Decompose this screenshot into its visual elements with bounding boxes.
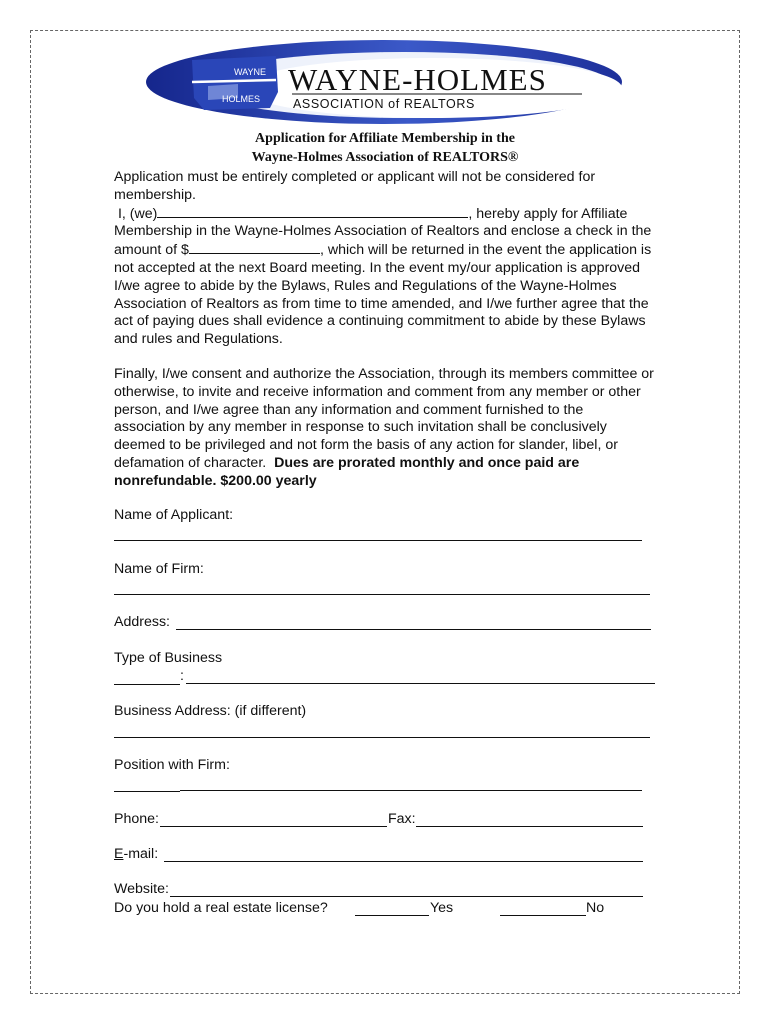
consent-paragraph (114, 366, 654, 491)
name-of-firm-field[interactable] (172, 594, 650, 595)
apply-suffix: , which will be returned in the event the application is not accepted at the next Board meeting. In the event my/our application is approved I/we agree to abide by the Bylaws, Rules and Regulations of the Wayne-Holmes Association of Realtors as from time to time amended, and I/we further agree that the act of paying dues shall evidence a continuing commitment to abide by these Bylaws and rules and Regulations. (114, 242, 652, 348)
position-with-firm-field[interactable] (180, 790, 642, 791)
apply-middle: , hereby apply for Affiliate Membership in the Wayne-Holmes Association of Realtors and enclose a check in the amount of $ (114, 205, 652, 259)
license-yes-blank[interactable] (355, 915, 429, 916)
firm-line-lead (114, 594, 172, 595)
position-line-lead (114, 791, 180, 792)
logo-map-label-wayne: WAYNE (234, 67, 267, 77)
license-no-label: No (586, 900, 605, 916)
name-of-applicant-field[interactable] (114, 540, 642, 541)
application-paragraph (114, 169, 654, 349)
phone-field[interactable] (160, 826, 387, 827)
email-label-rest: -mail: (123, 846, 159, 862)
consent-text: Finally, I/we consent and authorize the Association, through its members committee or otherwise, to invite and receive information and comment from any member or other person, and I/we agree than any information and comment furnished to the association by any member in response to such invitation shall be conclusively deemed to be privileged and not form the basis of any action for slander, libel, or defamation of character. (114, 366, 654, 471)
business-address-label: Business Address: (if different) (114, 703, 307, 719)
business-address-field[interactable] (114, 737, 650, 738)
logo-map-label-holmes: HOLMES (222, 94, 261, 104)
website-label: Website: (114, 881, 169, 897)
logo-association-text: ASSOCIATION of REALTORS (293, 97, 475, 111)
email-label-initial: E (114, 846, 124, 862)
form-title-line2: Wayne-Holmes Association of REALTORS® (251, 150, 519, 165)
email-field[interactable] (164, 861, 643, 862)
dues-notice: Dues are prorated monthly and once paid are nonrefundable. $200.00 yearly (114, 454, 580, 489)
applicant-name-blank[interactable] (157, 205, 468, 218)
position-with-firm-label: Position with Firm: (114, 757, 230, 773)
phone-label: Phone: (114, 811, 159, 827)
type-of-business-field[interactable] (186, 683, 655, 684)
fax-field[interactable] (416, 826, 643, 827)
fax-label: Fax: (388, 811, 416, 827)
intro-text: Application must be entirely completed or applicant will not be considered for membership. (114, 169, 596, 203)
license-no-blank[interactable] (500, 915, 586, 916)
website-field[interactable] (170, 896, 643, 897)
apply-prefix: I, (we) (117, 205, 158, 222)
license-question: Do you hold a real estate license? (114, 900, 328, 916)
name-of-firm-label: Name of Firm: (114, 561, 204, 577)
type-of-business-colon: : (180, 668, 184, 684)
check-amount-blank[interactable] (189, 241, 320, 254)
name-of-applicant-label: Name of Applicant: (114, 507, 234, 523)
license-yes-label: Yes (430, 900, 454, 916)
address-field[interactable] (176, 629, 651, 630)
address-label: Address: (114, 614, 170, 630)
business-line-lead (114, 684, 180, 685)
type-of-business-label: Type of Business (114, 650, 223, 666)
logo-wordmark: WAYNE-HOLMES (288, 62, 547, 97)
email-label (114, 846, 158, 862)
form-title-line1: Application for Affiliate Membership in the (255, 131, 515, 146)
association-logo (142, 38, 624, 126)
